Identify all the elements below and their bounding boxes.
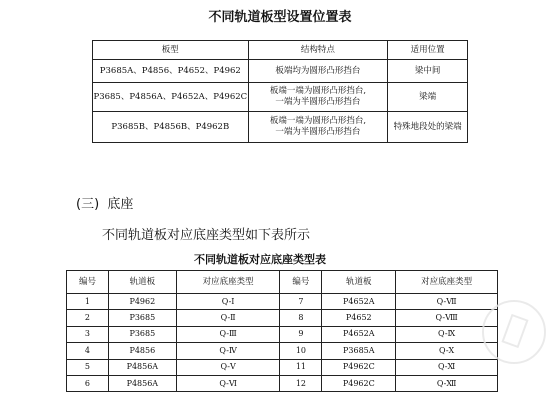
number-cell: 8 <box>280 310 322 326</box>
watermark-logo <box>482 300 546 364</box>
table-row <box>67 310 498 326</box>
table-header-row <box>67 271 498 294</box>
base-type-cell: Q-Ⅱ <box>176 310 280 326</box>
feature-cell <box>248 112 388 143</box>
plate-type-cell: P3685B、P4856B、P4962B <box>93 112 249 143</box>
number-cell: 9 <box>280 326 322 342</box>
feature-line: 板端均为圆形凸形挡台 <box>275 65 361 76</box>
base-type-cell: Q-Ⅻ <box>396 375 498 391</box>
header-cell: 结构特点 <box>248 41 388 60</box>
table-header-row <box>93 41 468 60</box>
base-type-cell: Q-Ⅸ <box>396 326 498 342</box>
number-cell: 10 <box>280 343 322 359</box>
base-type-cell: Q-Ⅲ <box>176 326 280 342</box>
base-type-cell: Q-Ⅳ <box>176 343 280 359</box>
plate-cell: P4856A <box>108 375 176 391</box>
intro-paragraph: 不同轨道板对应底座类型如下表所示 <box>102 228 311 243</box>
table-row <box>67 294 498 310</box>
base-type-cell: Q-Ⅹ <box>396 343 498 359</box>
number-cell: 5 <box>67 359 109 375</box>
header-cell: 对应底座类型 <box>176 271 280 294</box>
position-cell: 特殊地段处的梁端 <box>388 112 468 143</box>
plate-cell: P4962 <box>108 294 176 310</box>
table-row <box>67 359 498 375</box>
table-body <box>67 294 498 392</box>
table2-title: 不同轨道板对应底座类型表 <box>194 253 326 266</box>
feature-line: 一端为半圆形凸形挡台 <box>275 97 361 107</box>
plate-cell: P4856A <box>108 359 176 375</box>
position-cell: 梁端 <box>388 83 468 112</box>
table-row <box>93 83 468 112</box>
header-cell: 轨道板 <box>108 271 176 294</box>
number-cell: 1 <box>67 294 109 310</box>
plate-cell: P4652A <box>322 326 396 342</box>
table-row <box>67 343 498 359</box>
feature-line: 一端为半圆形凸形挡台 <box>275 127 361 137</box>
plate-cell: P4962C <box>322 359 396 375</box>
plate-cell: P4962C <box>322 375 396 391</box>
number-cell: 4 <box>67 343 109 359</box>
base-type-cell: Q-Ⅵ <box>176 375 280 391</box>
feature-cell <box>248 83 388 112</box>
plate-type-cell: P3685A、P4856、P4652、P4962 <box>93 60 249 83</box>
number-cell: 3 <box>67 326 109 342</box>
header-cell: 轨道板 <box>322 271 396 294</box>
header-cell: 对应底座类型 <box>396 271 498 294</box>
base-type-cell: Q-Ⅰ <box>176 294 280 310</box>
header-cell: 适用位置 <box>388 41 468 60</box>
feature-line: 板端一端为圆形凸形挡台, <box>269 86 367 96</box>
header-cell: 编号 <box>280 271 322 294</box>
number-cell: 11 <box>280 359 322 375</box>
table-row <box>67 375 498 391</box>
table1-title: 不同轨道板型设置位置表 <box>208 10 352 25</box>
table-row <box>93 112 468 143</box>
feature-line: 板端一端为圆形凸形挡台, <box>269 116 367 126</box>
header-cell: 板型 <box>93 41 249 60</box>
plate-type-cell: P3685、P4856A、P4652A、P4962C <box>93 83 249 112</box>
plate-cell: P3685 <box>108 326 176 342</box>
number-cell: 7 <box>280 294 322 310</box>
plate-cell: P4652A <box>322 294 396 310</box>
base-type-cell: Q-Ⅺ <box>396 359 498 375</box>
table-row <box>67 326 498 342</box>
feature-cell <box>248 60 388 83</box>
base-type-table <box>66 270 498 392</box>
position-cell: 梁中间 <box>388 60 468 83</box>
number-cell: 6 <box>67 375 109 391</box>
section-heading: (三) 底座 <box>76 197 134 212</box>
plate-cell: P3685A <box>322 343 396 359</box>
number-cell: 12 <box>280 375 322 391</box>
plate-cell: P3685 <box>108 310 176 326</box>
base-type-cell: Q-Ⅴ <box>176 359 280 375</box>
number-cell: 2 <box>67 310 109 326</box>
header-cell: 编号 <box>67 271 109 294</box>
plate-cell: P4856 <box>108 343 176 359</box>
table-row <box>93 60 468 83</box>
base-type-cell: Q-Ⅷ <box>396 310 498 326</box>
plate-position-table <box>92 40 468 143</box>
plate-cell: P4652 <box>322 310 396 326</box>
base-type-cell: Q-Ⅶ <box>396 294 498 310</box>
